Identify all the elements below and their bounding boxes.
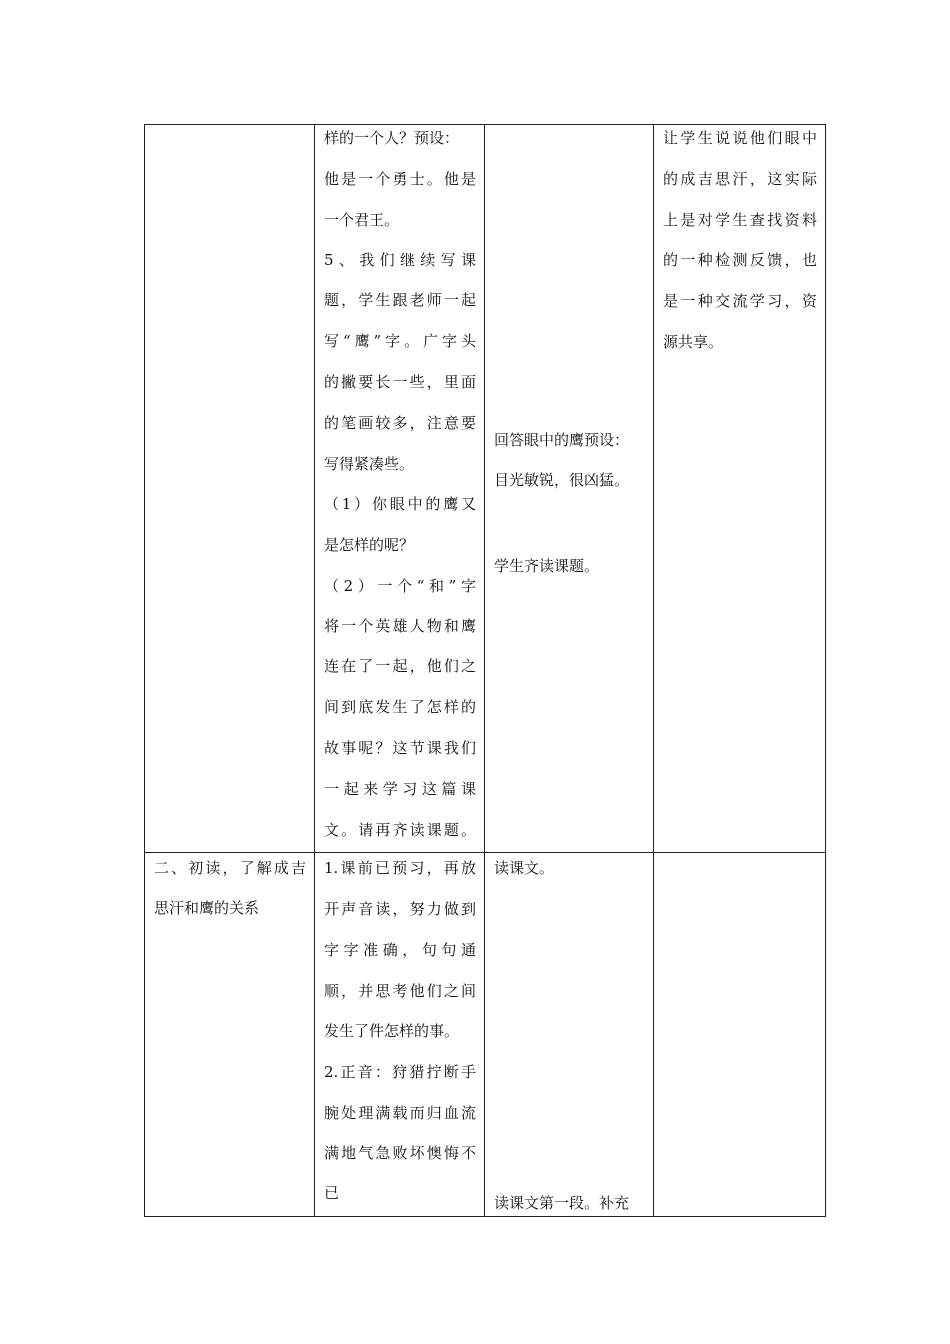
text-line: 学生齐读课题。 [494,557,600,575]
text-line: 是一种交流学习，资 [663,292,817,310]
text-line: 发生了件怎样的事。 [324,1022,460,1040]
text-line: 的撇要长一些，里面 [324,373,476,391]
text-line: 已 [324,1184,340,1202]
text-line: 顺，并思考他们之间 [324,982,476,1000]
text-line: 回答眼中的鹰预设： [494,431,630,449]
text-line: 间到底发生了怎样的 [324,698,476,716]
stage-cell [145,853,315,1217]
stage-cell [145,125,315,853]
text-line: 题，学生跟老师一起 [324,291,476,309]
text-line: 写“鹰”字。广字头 [324,332,476,350]
text-line: 的一种检测反馈，也 [663,251,817,269]
text-line: 满地气急败坏懊悔不 [324,1144,476,1162]
design-intent-cell [654,125,826,853]
text-line: 的成吉思汗，这实际 [663,170,817,188]
table-row [145,125,826,853]
text-line: 源共享。 [663,333,724,351]
text-line: 读课文。 [494,859,555,877]
text-line: 上是对学生查找资料 [663,211,817,229]
text-line: （2）一个“和”字 [324,577,476,595]
text-line: 故事呢？这节课我们 [324,739,476,757]
text-line: 目光敏锐，很凶猛。 [494,471,630,489]
text-line: 他是一个勇士。他是 [324,170,476,188]
teacher-activity-cell [315,853,485,1217]
text-line: 文。请再齐读课题。 [324,821,476,839]
text-line: 连在了一起，他们之 [324,657,476,675]
text-line: 一个君王。 [324,211,400,229]
text-line: 将一个英雄人物和鹰 [324,617,476,635]
text-line: 让学生说说他们眼中 [663,129,817,147]
design-intent-cell [654,853,826,1217]
text-line: 开声音读，努力做到 [324,900,476,918]
student-activity-cell [485,125,654,853]
student-activity-cell [485,853,654,1217]
text-line: 样的一个人？预设： [324,129,460,147]
text-line: 的笔画较多，注意要 [324,414,476,432]
text-line: 1.课前已预习，再放 [324,859,476,877]
text-line: 腕处理满载而归血流 [324,1104,476,1122]
text-line: 读课文第一段。补充 [494,1194,630,1212]
text-line: 是怎样的呢？ [324,536,415,554]
text-line: 一起来学习这篇课 [324,780,476,798]
table-row [145,853,826,1217]
text-line: 2.正音：狩猎拧断手 [324,1063,476,1081]
text-line: （1）你眼中的鹰又 [324,495,476,513]
text-line: 5、我们继续写课 [324,251,476,269]
text-line: 写得紧凑些。 [324,455,415,473]
text-line: 思汗和鹰的关系 [154,899,260,917]
teacher-activity-cell [315,125,485,853]
lesson-plan-table [144,124,826,1217]
text-line: 二、初读，了解成吉 [154,859,306,877]
text-line: 字字准确，句句通 [324,941,476,959]
